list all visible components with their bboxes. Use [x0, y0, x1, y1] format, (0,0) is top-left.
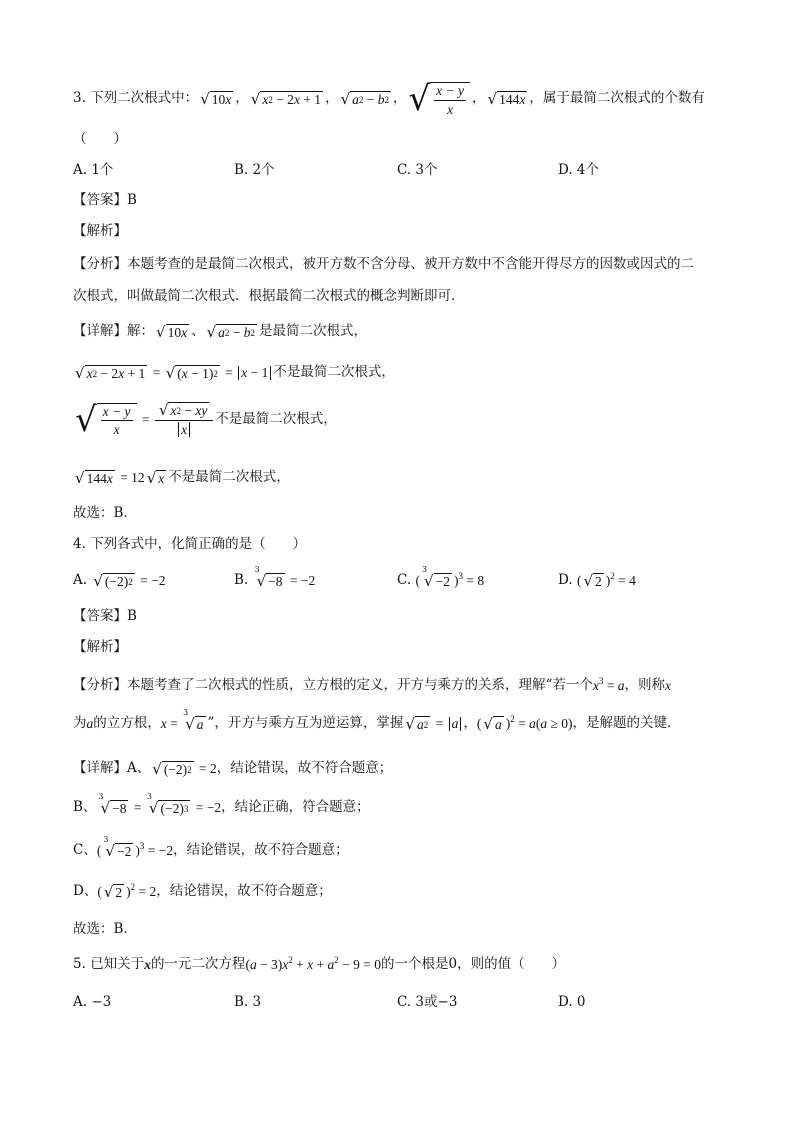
q5-stem-c: 的一个根是0，则的值（ ） — [381, 956, 566, 972]
q4-option-b-label: B. — [234, 572, 249, 588]
q4-number: 4. — [73, 536, 86, 552]
q3-detail-line3: √ $\frac{x - y}{x}$ = √ x 2 − xy x 不是最简二次根式， — [75, 399, 337, 440]
q3-fenxi-line2: 次根式，叫做最简二次根式．根据最简二次根式的概念判断即可． — [73, 288, 465, 304]
cuberoot-neg2-cubed: 3 √ (−2) 3 — [146, 792, 189, 817]
radical-a2-b2-detail: √ a 2 − b 2 — [206, 322, 255, 341]
frac-sqrt-x2-xy-over-abs-x: √ x 2 − xy x — [155, 402, 213, 438]
q3-number: 3. — [73, 90, 86, 107]
q4-detail-d: D、 ( √ 2 )$^2$ = 2 ，结论错误，故不符合题意； — [73, 882, 332, 901]
radical-x2-2x-1-detail: √ x 2 − 2 x + 1 — [75, 363, 146, 382]
q5-stem: 5. 已知关于 x 的一元二次方程 $(a - 3)x^2 + x + a^2 - 9 = 0$ 的一个根是0，则的值（ ） — [73, 955, 566, 972]
q4-fenxi-line2: 为 a 的立方根， x = 3 √ a ”，开方与乘方互为逆运算，掌握 √ a 2 = a ， ( √ a )$^2$ = a(a ≥ 0) ，是解题的关键． — [73, 708, 681, 733]
radical-neg2-squared: √ (−2) 2 — [93, 571, 133, 590]
q4-option-d-label: D. — [558, 572, 573, 588]
q4-stem — [73, 538, 306, 552]
cuberoot-neg2-detail: 3 √ −2 — [103, 835, 132, 860]
q4-option-b: B. 3 √ −8 = −2 — [234, 565, 316, 590]
cuberoot-neg8: 3 √ −8 — [254, 565, 283, 590]
q5-number: 5. — [73, 956, 86, 972]
q4-detail-a-suffix: ，结论错误，故不符合题意； — [216, 760, 393, 776]
q3-analysis-label: 【解析】 — [73, 223, 127, 239]
q4-fenxi-text2c: ”，开方与乘方互为逆运算，掌握 — [207, 715, 404, 731]
q4-option-a-label: A. — [73, 572, 88, 588]
q5-option-d: D. 0 — [558, 994, 586, 1010]
q3-stem-prefix: 下列二次根式中： — [90, 90, 199, 107]
q4-fenxi-text2b: 的立方根， — [93, 715, 161, 731]
q4-fenxi-line1: 【分析】 本题考查了二次根式的性质，立方根的定义，开方与乘方的关系，理解“若一个 $x^3 = a$ ，则称 x — [73, 676, 672, 693]
radical-sqrt144x: √ 144 x — [487, 89, 526, 108]
radical-sqrt10x-detail: √ 10 x — [156, 322, 188, 341]
radical-x-1-squared: √ ( x − 1) 2 — [165, 363, 218, 382]
q4-conclusion: 故选：B． — [73, 921, 137, 937]
q3-detail-line1: 【详解】 解： √ 10 x 、 √ a 2 − b 2 是最简二次根式， — [73, 322, 367, 341]
q4-analysis-label: 【解析】 — [73, 639, 127, 655]
radical-neg2-squared-detail: √ (−2) 2 — [152, 759, 192, 778]
radical-sqrt10x: √ 10 x — [200, 89, 232, 108]
q3-paren: （ ） — [73, 131, 127, 147]
q3-fenxi-label: 【分析】 — [73, 256, 127, 272]
q4-option-c-label: C. — [397, 572, 412, 588]
q4-fenxi-text1a: 本题考查了二次根式的性质，立方根的定义，开方与乘方的关系，理解“若一个 — [127, 677, 593, 693]
q3-conclusion: 故选：B． — [73, 505, 137, 521]
radical-frac-xy-x-detail: √ $\frac{x - y}{x}$ — [75, 403, 137, 437]
radical-a: √ a — [483, 714, 502, 733]
q3-detail-4-suffix: 不是最简二次根式， — [168, 469, 290, 485]
q3-answer-label: 【答案】 — [73, 192, 127, 208]
q4-answer-value: B — [127, 608, 137, 624]
q4-answer-label: 【答案】 — [73, 608, 127, 624]
cuberoot-a: 3 √ a — [183, 708, 204, 733]
q3-option-d: D. 4个 — [558, 162, 600, 178]
radical-sqrt2-detail: √ 2 — [103, 882, 123, 901]
q4-option-a: A. √ (−2) 2 = −2 — [73, 571, 166, 590]
q4-option-c: C. ( 3 √ −2 )$^3$ = 8 — [397, 565, 485, 590]
q4-detail-d-prefix: D、 — [73, 883, 98, 899]
q4-detail-b: B、 3 √ −8 = 3 √ (−2) 3 = −2 ，结论正确，符合题意； — [73, 792, 370, 817]
q3-detail-3-suffix: 不是最简二次根式， — [215, 411, 337, 427]
q5-option-b: B. 3 — [234, 994, 262, 1010]
cuberoot-neg8-detail: 3 √ −8 — [98, 792, 127, 817]
q4-detail-label: 【详解】 — [73, 760, 127, 776]
q3-answer — [73, 194, 137, 208]
radical-sqrt144x-detail: √ 144 x — [75, 468, 113, 487]
q4-detail-a-prefix: A、 — [127, 760, 151, 776]
q3-fenxi-line1 — [73, 258, 694, 272]
q5-stem-a: 已知关于 — [90, 956, 145, 972]
q3-option-c: C. 3个 — [397, 162, 438, 178]
q4-stem-text: 下列各式中，化简正确的是（ ） — [90, 536, 307, 552]
q4-answer — [73, 610, 137, 624]
q3-detail-1-suffix: 是最简二次根式， — [259, 323, 367, 339]
radical-sqrt2: √ 2 — [583, 571, 602, 590]
q5-option-c: C. 3或−3 — [397, 994, 458, 1010]
radical-sqrt-x: √ x — [146, 468, 165, 487]
q4-fenxi-text1b: ，则称 — [624, 677, 666, 693]
q4-detail-b-prefix: B、 — [73, 799, 97, 815]
q5-equation: $(a - 3)x^2 + x + a^2 - 9 = 0$ — [245, 955, 382, 972]
q5-option-a: A. −3 — [73, 994, 112, 1010]
radical-x2-2x-1: √ x 2 − 2 x + 1 — [250, 89, 322, 108]
q3-detail-label: 【详解】 — [73, 323, 127, 339]
cuberoot-neg2: 3 √ −2 — [421, 565, 450, 590]
q4-detail-c-suffix: ，结论错误，故不符合题意； — [173, 842, 349, 858]
q3-option-a: A. 1个 — [73, 162, 114, 178]
q3-stem-suffix: ，属于最简二次根式的个数有 — [529, 90, 705, 107]
q3-stem: 3. 下列二次根式中： √ 10 x ， √ x 2 − 2 x + 1 ， √ a 2 − b 2 ， √ $\frac{x - y}{x}$ ， √ 144 x ，属于最简二次根式的个数有 — [73, 79, 705, 119]
q3-detail-line4: √ 144 x = 12 √ x 不是最简二次根式， — [75, 468, 290, 487]
q4-detail-c: C、 ( 3 √ −2 )$^3$ = −2 ，结论错误，故不符合题意； — [73, 835, 349, 860]
q3-answer-value: B — [127, 192, 137, 208]
abs-x-1: x − 1 — [238, 366, 271, 380]
q4-detail-a: 【详解】 A、 √ (−2) 2 = 2 ，结论错误，故不符合题意； — [73, 759, 393, 778]
q5-stem-b: 的一元二次方程 — [150, 956, 246, 972]
q3-detail-intro: 解： — [127, 323, 154, 339]
q3-fenxi-text1: 本题考查的是最简二次根式，被开方数不含分母、被开方数中不含能开得尽方的因数或因式的二 — [127, 256, 694, 272]
q3-detail-2-suffix: 不是最简二次根式， — [273, 364, 395, 380]
q3-option-b: B. 2个 — [234, 162, 275, 178]
q4-detail-c-prefix: C、 — [73, 842, 97, 858]
q4-fenxi-label: 【分析】 — [73, 677, 127, 693]
q4-option-d: D. ( √ 2 )$^2$ = 4 — [558, 571, 636, 590]
q4-detail-b-suffix: ，结论正确，符合题意； — [221, 799, 370, 815]
q3-detail-line2: √ x 2 − 2 x + 1 = √ ( x − 1) 2 = x − 1 不是最简二次根式， — [75, 363, 395, 382]
radical-a2-b2: √ a 2 − b 2 — [340, 89, 389, 108]
radical-frac-xy-x: √ $\frac{x - y}{x}$ — [409, 82, 471, 116]
q4-detail-d-suffix: ，结论错误，故不符合题意； — [156, 883, 332, 899]
q4-fenxi-text2a: 为 — [73, 715, 87, 731]
q4-fenxi-text2d: ，是解题的关键． — [572, 715, 681, 731]
radical-a-squared: √ a 2 — [405, 714, 429, 733]
